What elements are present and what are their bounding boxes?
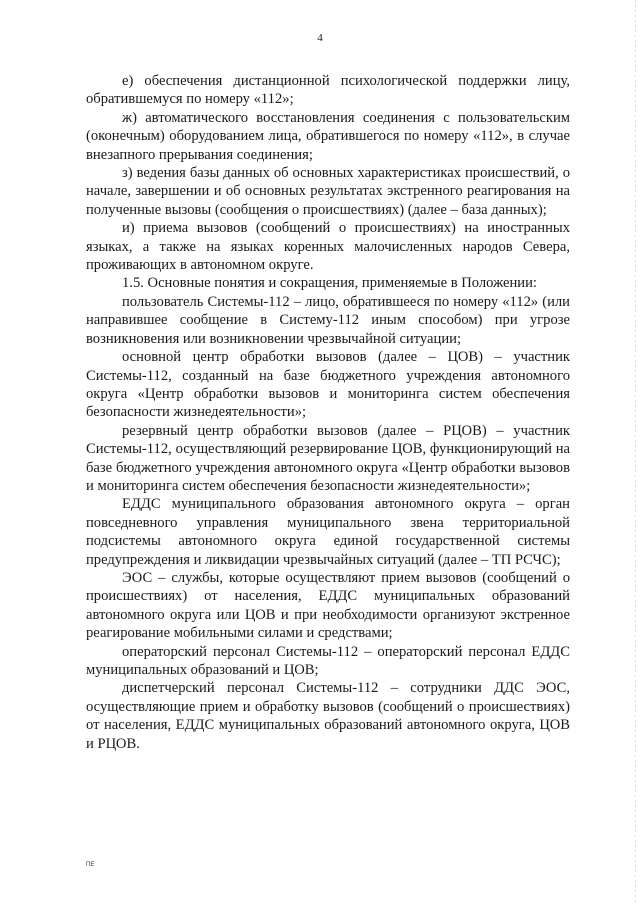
definition-edds: ЕДДС муниципального образования автономного округа – орган повседневного управления муниципального звена территориальной подсистемы автономного округа единой государственной системы предупреждения и ликвидации чрезвычайных ситуаций (далее – ТП РСЧС); — [86, 496, 570, 568]
definition-rtsov: резервный центр обработки вызовов (далее – РЦОВ) – участник Системы-112, осуществляющий резервирование ЦОВ, функционирующий на базе бюджетного учреждения автономного округа «Центр обработки вызовов и мониторинга систем обеспечения безопасности жизнедеятельности»; — [86, 422, 570, 494]
section-heading-1-5: 1.5. Основные понятия и сокращения, применяемые в Положении: — [122, 275, 537, 292]
definition-dispatcher-staff: диспетчерский персонал Системы-112 – сотрудники ДДС ЭОС, осуществляющие прием и обработку вызовов (сообщений о происшествиях) от населения, ЕДДС муниципальных образований автономного округа, ЦОВ и РЦОВ. — [86, 680, 570, 752]
paragraph-item-e: е) обеспечения дистанционной психологической поддержки лицу, обратившемуся по номеру «112»; — [86, 73, 570, 108]
definition-operator-staff: операторский персонал Системы-112 – операторский персонал ЕДДС муниципальных образований и ЦОВ; — [86, 643, 570, 678]
scan-edge-line — [635, 0, 636, 905]
definition-eos: ЭОС – службы, которые осуществляют прием вызовов (сообщений о происшествиях) от населения, ЕДДС муниципальных образований автономного округа или ЦОВ и при необходимости организуют экстренное реагирование мобильными силами и средствами; — [86, 569, 570, 642]
paragraph-item-zh: ж) автоматического восстановления соединения с пользовательским (оконечным) оборудованием лица, обратившегося по номеру «112», в случае внезапного прерывания соединения; — [86, 109, 570, 163]
scan-mark: ПЕ — [86, 862, 95, 868]
document-body — [86, 72, 570, 753]
page-number: 4 — [317, 32, 323, 44]
paragraph-item-z: з) ведения базы данных об основных характеристиках происшествий, о начале, завершении и об основных результатах экстренного реагирования на полученные вызовы (сообщения о происшествиях) (далее – база данных); — [86, 165, 570, 218]
definition-user: пользователь Системы-112 – лицо, обратившееся по номеру «112» (или направившее сообщение в Систему-112 иным способом) при угрозе возникновения или возникновении чрезвычайной ситуации; — [86, 293, 570, 347]
definition-tsov: основной центр обработки вызовов (далее – ЦОВ) – участник Системы-112, созданный на базе бюджетного учреждения автономного округа «Центр обработки вызовов и мониторинга систем обеспечения безопасности жизнедеятельности»; — [86, 349, 570, 421]
paragraph-item-i: и) приема вызовов (сообщений о происшествиях) на иностранных языках, а также на языках коренных малочисленных народов Севера, проживающих в автономном округе. — [86, 220, 570, 274]
